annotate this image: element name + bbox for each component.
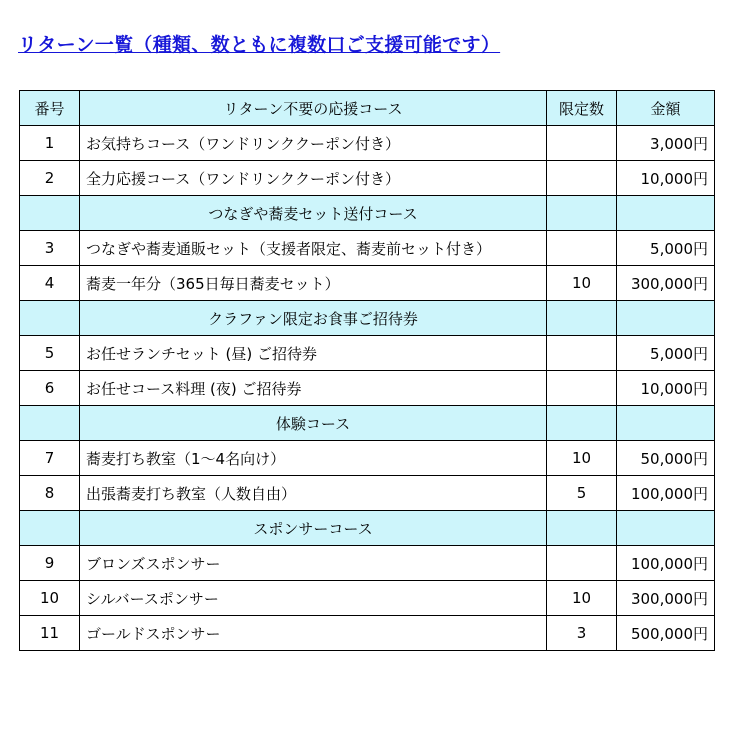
category-row [20,196,715,231]
row-limit [547,371,617,406]
table-row [20,161,715,196]
row-price: 100,000円 [617,476,715,511]
row-name: ゴールドスポンサー [80,616,547,651]
returns-table [19,90,715,651]
header-price: 金額 [617,91,715,126]
category-price-cell [617,301,715,336]
row-limit: 10 [547,581,617,616]
category-title: スポンサーコース [80,511,547,546]
category-price-cell [617,406,715,441]
row-no: 11 [20,616,80,651]
row-name: シルバースポンサー [80,581,547,616]
table-row [20,231,715,266]
header-limit: 限定数 [547,91,617,126]
category-no-cell [20,511,80,546]
row-price: 10,000円 [617,371,715,406]
row-no: 3 [20,231,80,266]
header-name: リターン不要の応援コース [80,91,547,126]
row-no: 5 [20,336,80,371]
row-name: 蕎麦一年分（365日毎日蕎麦セット） [80,266,547,301]
category-limit-cell [547,301,617,336]
row-limit: 10 [547,266,617,301]
row-name: つなぎや蕎麦通販セット（支援者限定、蕎麦前セット付き） [80,231,547,266]
row-name: ブロンズスポンサー [80,546,547,581]
row-price: 300,000円 [617,266,715,301]
table-row [20,616,715,651]
category-price-cell [617,196,715,231]
row-no: 1 [20,126,80,161]
table-row [20,126,715,161]
row-name: 蕎麦打ち教室（1～4名向け） [80,441,547,476]
row-price: 10,000円 [617,161,715,196]
row-price: 500,000円 [617,616,715,651]
row-no: 6 [20,371,80,406]
row-no: 10 [20,581,80,616]
table-row [20,336,715,371]
category-price-cell [617,511,715,546]
table-header-row [20,91,715,126]
category-no-cell [20,406,80,441]
category-title: つなぎや蕎麦セット送付コース [80,196,547,231]
category-row [20,301,715,336]
category-title: 体験コース [80,406,547,441]
row-price: 100,000円 [617,546,715,581]
page-title: リターン一覧（種類、数ともに複数口ご支援可能です） [18,34,501,56]
row-no: 9 [20,546,80,581]
table-row [20,441,715,476]
row-limit [547,161,617,196]
row-limit [547,231,617,266]
table-row [20,266,715,301]
row-limit: 3 [547,616,617,651]
row-limit: 10 [547,441,617,476]
category-limit-cell [547,196,617,231]
header-no: 番号 [20,91,80,126]
table-row [20,476,715,511]
table-row [20,371,715,406]
row-no: 4 [20,266,80,301]
row-no: 7 [20,441,80,476]
row-price: 5,000円 [617,336,715,371]
row-limit: 5 [547,476,617,511]
row-price: 50,000円 [617,441,715,476]
category-limit-cell [547,406,617,441]
row-name: お任せコース料理 (夜) ご招待券 [80,371,547,406]
row-limit [547,126,617,161]
category-row [20,406,715,441]
category-no-cell [20,196,80,231]
row-no: 2 [20,161,80,196]
row-limit [547,336,617,371]
row-no: 8 [20,476,80,511]
category-title: クラファン限定お食事ご招待券 [80,301,547,336]
category-no-cell [20,301,80,336]
row-price: 300,000円 [617,581,715,616]
category-row [20,511,715,546]
table-row [20,581,715,616]
table-row [20,546,715,581]
row-price: 5,000円 [617,231,715,266]
row-name: 出張蕎麦打ち教室（人数自由） [80,476,547,511]
row-name: お気持ちコース（ワンドリンククーポン付き） [80,126,547,161]
row-price: 3,000円 [617,126,715,161]
row-limit [547,546,617,581]
row-name: 全力応援コース（ワンドリンククーポン付き） [80,161,547,196]
category-limit-cell [547,511,617,546]
row-name: お任せランチセット (昼) ご招待券 [80,336,547,371]
